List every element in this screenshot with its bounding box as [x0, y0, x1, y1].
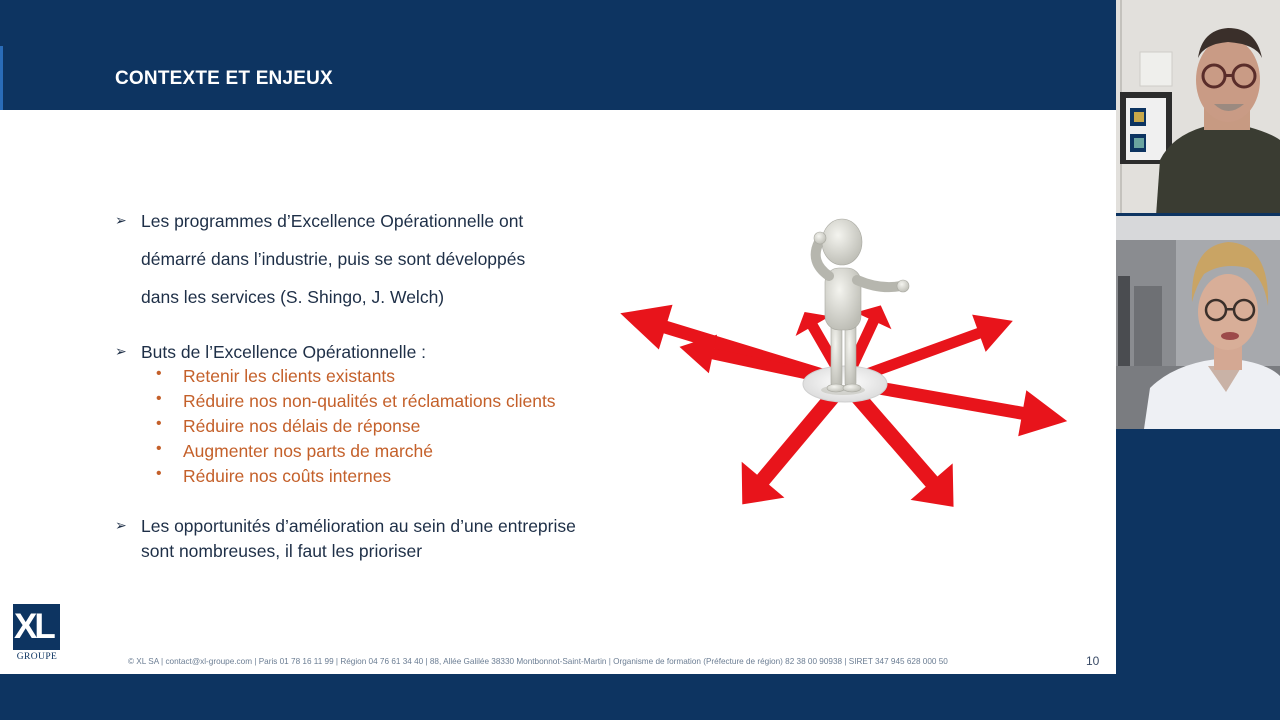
- bullet-1-line-2: démarré dans l’industrie, puis se sont développés: [141, 249, 526, 269]
- participant-video-2[interactable]: [1116, 216, 1280, 429]
- bullet-dot-icon: •: [156, 415, 162, 432]
- sub-item-text: Réduire nos non-qualités et réclamations clients: [183, 391, 556, 411]
- bullet-arrow-icon: ➢: [115, 517, 127, 533]
- bullet-3-line-1: Les opportunités d’amélioration au sein d’une entreprise: [141, 516, 576, 536]
- xl-groupe-logo: [13, 604, 61, 664]
- bullet-dot-icon: •: [156, 465, 162, 482]
- sub-item-text: Augmenter nos parts de marché: [183, 441, 433, 461]
- slide-title: CONTEXTE ET ENJEUX: [115, 68, 333, 89]
- bullet-dot-icon: •: [156, 365, 162, 382]
- participant-man-video: [1116, 0, 1280, 213]
- participant-woman-video: [1116, 216, 1280, 429]
- logo-mark: [13, 604, 60, 650]
- header-accent-stripe: [0, 46, 3, 110]
- bullet-dot-icon: •: [156, 390, 162, 407]
- slide-header: [0, 0, 1116, 110]
- bullet-3-line-2: sont nombreuses, il faut les prioriser: [141, 541, 423, 561]
- sub-item-text: Réduire nos coûts internes: [183, 466, 392, 486]
- slide-footer: © XL SA | contact@xl-groupe.com | Paris 01 78 16 11 99 | Région 04 76 61 34 40 | 88, Allée Galilée 38330 Montbonnot-Saint-Martin | Organisme de formation (Préfecture de région) 82 38 00 90938 | SIRET 347 945 628 000 50: [128, 657, 948, 666]
- participant-video-1[interactable]: [1116, 0, 1280, 213]
- bullet-arrow-icon: ➢: [115, 343, 127, 359]
- sub-item-text: Retenir les clients existants: [183, 366, 396, 386]
- bullet-2-line-1: Buts de l’Excellence Opérationnelle :: [141, 342, 427, 362]
- bullet-arrow-icon: ➢: [115, 212, 127, 228]
- logo-mark-text: XL: [14, 607, 53, 646]
- bullet-dot-icon: •: [156, 440, 162, 457]
- sub-item-text: Réduire nos délais de réponse: [183, 416, 421, 436]
- compass-arrows-illustration: [605, 210, 1080, 555]
- bullet-1-line-1: Les programmes d’Excellence Opérationnelle ont: [141, 211, 524, 231]
- bullet-1-line-3: dans les services (S. Shingo, J. Welch): [141, 287, 445, 307]
- logo-text: GROUPE: [16, 652, 58, 662]
- page-number: 10: [1086, 654, 1100, 668]
